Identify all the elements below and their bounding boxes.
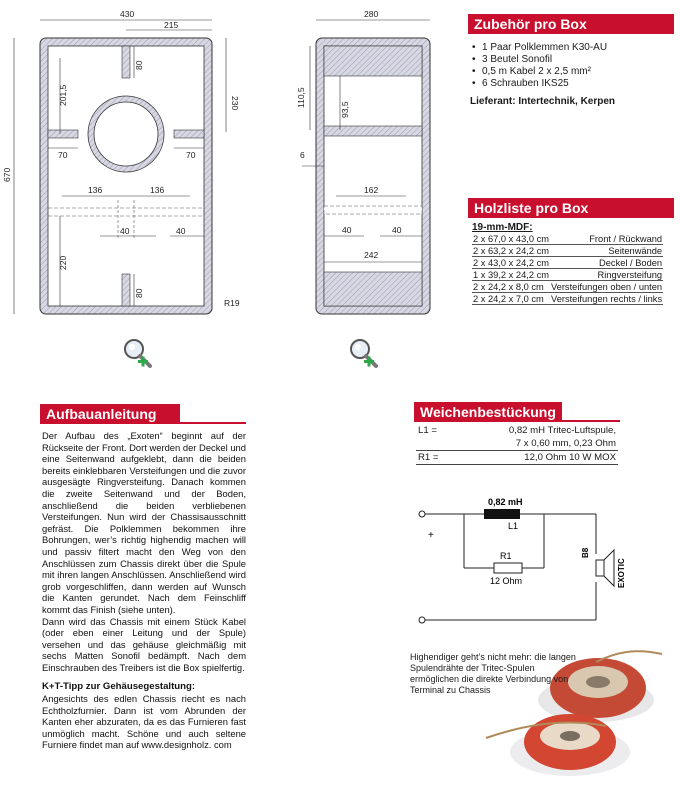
table-row: 2 x 67,0 x 43,0 cm Front / Rückwand [473,233,663,244]
dim-side-inner: 162 [364,185,379,195]
tip-text: Angesichts des edlen Chassis riecht es nach Echtholzfurnier. Dann ist vom Abrunden der Kanten eher abzuraten, da es das Furnieren fast unmöglich macht. Schöne und auch seltene Furniere findet man auf www.designholz. com [42,693,246,751]
accessories-supplier: Lieferant: Intertechnik, Kerpen [470,96,616,107]
dim-front-mid-right: 136 [150,185,165,195]
driver-name: EXOTIC [617,558,626,588]
table-row: 2 x 43,0 x 24,2 cm Deckel / Boden [473,257,663,268]
dim-front-brace-top: 80 [134,60,144,70]
tip-title: K+T-Tipp zur Gehäusegestaltung: [42,681,196,693]
dim-side-mid: 93,5 [340,101,350,118]
dim-front-gap-right: 40 [176,226,186,236]
table-row: 7 x 0,60 mm, 0,23 Ohm [416,437,618,451]
assembly-title: Aufbauanleitung [40,404,180,424]
table-row: 1 x 39,2 x 24,2 cm Ringversteifung [473,269,663,280]
crossover-schematic [410,492,650,632]
r1-value: 12 Ohm [490,576,523,586]
dim-side-width: 280 [364,9,379,19]
crossover-title-rule [414,420,620,422]
accessory-item: • 3 Beutel Sonofil [482,54,676,66]
dim-front-radius: R19 [224,298,240,308]
driver-ref: B8 [581,547,590,558]
dim-side-bottom: 242 [364,250,379,260]
accessory-item: • 6 Schrauben IKS25 [482,78,676,90]
assembly-paragraph-2: Dann wird das Chassis mit einem Stück Kabel (oder eben einer Leitung und der Spule) versehen und das gehäuse gleichmäßig mit sechs Matten Sonofil bedämpft. Nach dem Einschrauben des Treibers ist die Box spielfertig. [42,615,246,673]
dim-front-mid-left: 136 [88,185,103,195]
table-row: L1 = 0,82 mH Tritec-Luftspule, [418,425,616,436]
front-view-drawing [0,0,260,330]
crossover-table-wrap [416,424,618,465]
dim-side-small: 6 [300,150,305,160]
dim-front-top: 230 [230,96,240,111]
l1-coil-icon [484,509,520,519]
accessory-item: • 0,5 m Kabel 2 x 2,5 mm² [482,66,676,78]
r1-label: R1 [500,551,512,561]
crossover-title: Weichenbestückung [414,402,562,422]
dim-front-width: 430 [120,9,135,19]
table-row: 2 x 24,2 x 7,0 cm Versteifungen rechts / links [473,293,663,304]
dim-front-right-brace: 70 [186,150,196,160]
l1-value: 0,82 mH [488,497,523,507]
zoom-side-drawing-icon[interactable] [346,336,380,370]
assembly-body [42,430,246,751]
woodlist-table [472,233,663,305]
table-row: R1 = 12,0 Ohm 10 W MOX [418,452,616,463]
dim-side-gap-b: 40 [392,225,402,235]
dim-front-half: 215 [164,20,179,30]
accessories-list [470,42,676,107]
assembly-paragraph: Der Aufbau des „Exoten“ beginnt auf der Rückseite der Front. Dort werden der Deckel und eine Seitenwand aufgeklebt, dann die beiden bereits einklebbaren Versteifungen und die zuvor ausgesägte Ringversteifung. Danach kommen die zweite Seitenwand und der Boden, anschließend die beiden verbliebenen Versteifungen. Nun wird der Chassisausschnitt gefräst. Die Polklemmen bekommen ihre Bohrungen, wer’s richtig highendig machen will und passiv filtert macht den Weg von den Anschlüssen zum Chassis direkt über die Spule mit ihren langen Anschlüssen. Anschließend wird grob vorgeschliffen, dann werden auf Wunsch die Kanten gerundet. Nach dem Feinschliff kommt das Finish (siehe unten). [42,430,246,615]
table-row: 2 x 24,2 x 8,0 cm Versteifungen oben / unten [473,281,663,292]
photo-caption: Highendiger geht’s nicht mehr: die langen Spulendrähte der Tritec-Spulen ermöglichen die direkte Verbindung von Terminal zu Chassis [410,652,576,695]
dim-side-gap-a: 40 [342,225,352,235]
assembly-title-rule [40,422,246,424]
woodlist-title: Holzliste pro Box [468,198,674,218]
side-view-drawing [280,0,460,330]
woodlist-material: 19-mm-MDF: [472,222,533,233]
dim-front-left-brace: 70 [58,150,68,160]
dim-front-height: 670 [2,167,12,182]
zoom-front-drawing-icon[interactable] [120,336,154,370]
accessory-item: • 1 Paar Polklemmen K30-AU [482,42,676,54]
plus-label: + [428,530,434,541]
crossover-table [416,424,618,465]
dim-front-lower: 220 [58,255,68,270]
table-row: 2 x 63,2 x 24,2 cm Seitenwände [473,245,663,256]
woodlist-section [472,222,663,305]
dim-front-gap-left: 40 [120,226,130,236]
dim-side-top: 110,5 [296,87,306,108]
dim-front-hole-center: 201,5 [58,84,68,106]
l1-label: L1 [508,521,519,531]
dim-front-brace-bottom: 80 [134,288,144,298]
accessories-title: Zubehör pro Box [468,14,674,34]
